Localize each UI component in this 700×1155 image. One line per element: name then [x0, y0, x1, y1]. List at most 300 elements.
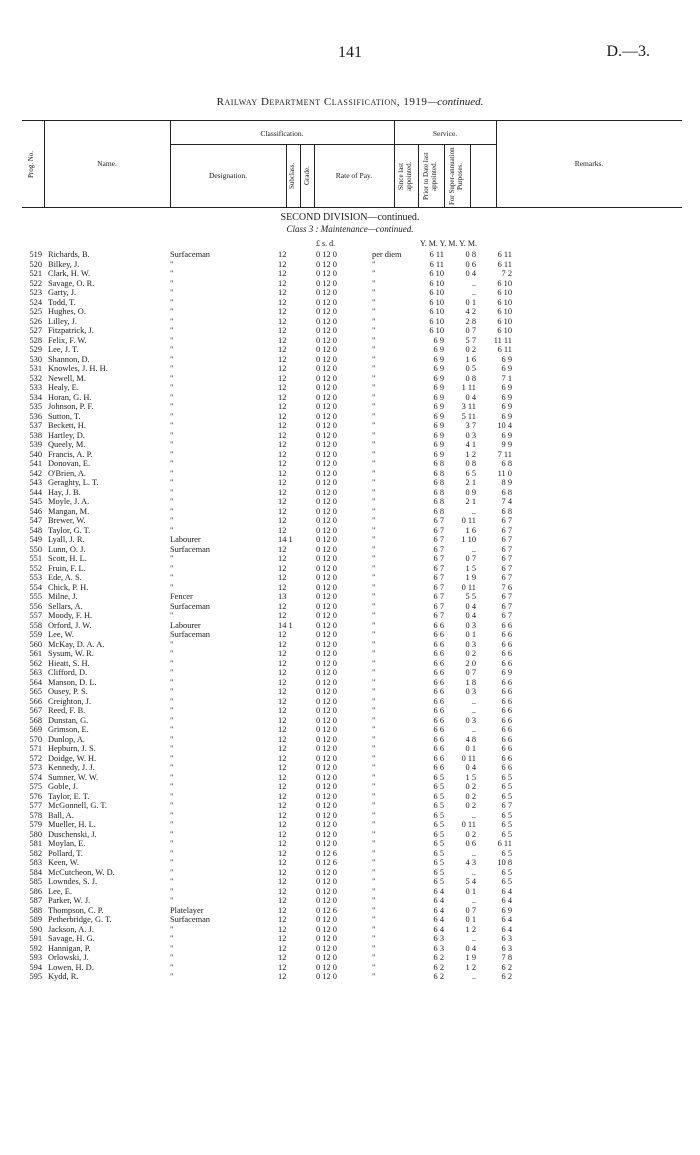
- prog-no: 541: [29, 459, 42, 468]
- service-prior: ..: [471, 934, 476, 943]
- pay-period: ": [372, 677, 376, 687]
- rate-of-pay: 0 12 0: [316, 877, 337, 886]
- subclass: 12: [278, 563, 287, 573]
- rate-of-pay: 0 12 0: [316, 440, 337, 449]
- subclass: 12: [278, 487, 287, 497]
- employee-name: Todd, T.: [48, 297, 76, 307]
- table-row: [0, 526, 700, 536]
- table-row: [0, 839, 700, 849]
- pay-period: ": [372, 915, 376, 924]
- prog-no: 522: [29, 278, 42, 288]
- pay-period: ": [372, 687, 376, 696]
- service-superannuation: 6 5: [501, 810, 512, 820]
- subclass: 12: [278, 269, 287, 278]
- rate-of-pay: 0 12 0: [316, 915, 337, 924]
- designation: ": [170, 440, 174, 449]
- subclass: 12: [278, 858, 287, 867]
- service-since: 6 2: [433, 972, 444, 981]
- rate-of-pay: 0 12 0: [316, 763, 337, 772]
- service-prior: 0 2: [465, 649, 476, 658]
- designation: ": [170, 364, 174, 373]
- employee-name: Creighton, J.: [48, 696, 92, 706]
- prog-no: 550: [29, 544, 42, 554]
- service-prior: 3 7: [465, 421, 476, 430]
- service-since: 6 7: [433, 535, 444, 544]
- service-since: 6 9: [433, 373, 444, 383]
- service-prior: 0 3: [465, 715, 476, 725]
- service-prior: ..: [471, 288, 476, 297]
- service-since: 6 6: [433, 668, 444, 677]
- service-since: 6 7: [433, 525, 444, 535]
- prog-no: 578: [29, 810, 42, 820]
- designation: ": [170, 335, 174, 345]
- designation: ": [170, 839, 174, 848]
- prog-no: 581: [29, 839, 42, 848]
- service-since: 6 7: [433, 573, 444, 582]
- service-prior: ..: [471, 848, 476, 858]
- pay-period: ": [372, 392, 376, 402]
- pay-period: ": [372, 335, 376, 345]
- pay-period: ": [372, 535, 376, 544]
- title-continued: —continued.: [427, 96, 484, 108]
- table-row: [0, 478, 700, 488]
- rate-of-pay: 0 12 0: [316, 725, 337, 734]
- designation: Surfaceman: [170, 915, 210, 924]
- service-since: 6 6: [433, 658, 444, 668]
- service-since: 6 6: [433, 620, 444, 630]
- subclass: 12: [278, 525, 287, 535]
- service-superannuation: 6 8: [501, 506, 512, 516]
- pay-period: ": [372, 972, 376, 981]
- designation: ": [170, 858, 174, 867]
- table-body: [0, 250, 700, 982]
- service-superannuation: 11 11: [493, 335, 512, 345]
- table-row: [0, 963, 700, 973]
- designation: ": [170, 715, 174, 725]
- pay-period: ": [372, 582, 376, 592]
- service-prior: 1 10: [461, 535, 476, 544]
- table-row: [0, 393, 700, 403]
- service-since: 6 5: [433, 829, 444, 839]
- rate-of-pay: 0 12 0: [316, 506, 337, 516]
- table-row: [0, 640, 700, 650]
- rate-of-pay: 0 12 0: [316, 554, 337, 563]
- designation: ": [170, 573, 174, 582]
- service-superannuation: 6 3: [501, 934, 512, 943]
- employee-name: Lee, E.: [48, 886, 72, 896]
- rate-of-pay: 0 12 0: [316, 525, 337, 535]
- employee-name: Fruin, F. L.: [48, 563, 86, 573]
- rate-of-pay: 0 12 0: [316, 801, 337, 810]
- rate-of-pay: 0 12 0: [316, 316, 337, 326]
- subclass: 12: [278, 478, 287, 487]
- prog-no: 538: [29, 430, 42, 440]
- service-since: 6 10: [429, 307, 444, 316]
- service-since: 6 4: [433, 915, 444, 924]
- employee-name: Fitzpatrick, J.: [48, 326, 94, 335]
- employee-name: Reed, F. B.: [48, 706, 86, 715]
- service-superannuation: 6 10: [497, 288, 512, 297]
- table-row: [0, 792, 700, 802]
- service-since: 6 6: [433, 725, 444, 734]
- employee-name: Moody, F. H.: [48, 611, 93, 620]
- prog-no: 552: [29, 563, 42, 573]
- service-prior: 0 1: [465, 915, 476, 924]
- pay-period: ": [372, 478, 376, 487]
- pay-period: ": [372, 896, 376, 905]
- service-prior: 1 6: [465, 354, 476, 364]
- section-heading: SECOND DIVISION—continued.: [280, 212, 420, 223]
- prog-no: 554: [29, 582, 42, 592]
- pay-period: ": [372, 554, 376, 563]
- header-remarks: Remarks.: [574, 159, 604, 168]
- subclass: 14 1: [278, 535, 293, 544]
- service-superannuation: 6 5: [501, 829, 512, 839]
- prog-no: 587: [29, 896, 42, 905]
- rate-of-pay: 0 12 0: [316, 478, 337, 487]
- service-superannuation: 6 11: [497, 345, 512, 354]
- employee-name: Ball, A.: [48, 810, 74, 820]
- prog-no: 543: [29, 478, 42, 487]
- service-superannuation: 6 7: [501, 611, 512, 620]
- pay-period: ": [372, 905, 376, 915]
- rate-of-pay: 0 12 0: [316, 411, 337, 421]
- pay-period: ": [372, 934, 376, 943]
- pay-period: ": [372, 744, 376, 753]
- table-row: [0, 887, 700, 897]
- subclass: 12: [278, 278, 287, 288]
- table-row: [0, 678, 700, 688]
- employee-name: Savage, O. R.: [48, 278, 95, 288]
- pay-period: ": [372, 506, 376, 516]
- service-superannuation: 6 6: [501, 763, 512, 772]
- service-since: 6 8: [433, 487, 444, 497]
- service-since: 6 6: [433, 753, 444, 763]
- pay-period: ": [372, 782, 376, 791]
- rate-of-pay: 0 12 0: [316, 658, 337, 668]
- subclass: 12: [278, 905, 287, 915]
- table-row: [0, 440, 700, 450]
- employee-name: Garty, J.: [48, 288, 77, 297]
- table-row: [0, 934, 700, 944]
- service-superannuation: 8 9: [501, 478, 512, 487]
- service-prior: 0 8: [465, 250, 476, 259]
- designation: ": [170, 696, 174, 706]
- rate-of-pay: 0 12 0: [316, 535, 337, 544]
- employee-name: Sumner, W. W.: [48, 772, 99, 782]
- prog-no: 551: [29, 554, 42, 563]
- employee-name: Keen, W.: [48, 858, 79, 867]
- service-prior: 0 4: [465, 269, 476, 278]
- service-superannuation: 6 5: [501, 867, 512, 877]
- subclass: 12: [278, 497, 287, 506]
- pay-period: ": [372, 516, 376, 525]
- service-prior: 1 2: [465, 924, 476, 934]
- service-superannuation: 6 9: [501, 392, 512, 402]
- rate-of-pay: 0 12 0: [316, 487, 337, 497]
- rate-of-pay: 0 12 0: [316, 886, 337, 896]
- designation: ": [170, 345, 174, 354]
- service-since: 6 6: [433, 649, 444, 658]
- table-row: [0, 431, 700, 441]
- service-since: 6 10: [429, 297, 444, 307]
- service-since: 6 9: [433, 364, 444, 373]
- prog-no: 586: [29, 886, 42, 896]
- designation: ": [170, 658, 174, 668]
- rate-of-pay: 0 12 0: [316, 924, 337, 934]
- rate-of-pay: 0 12 0: [316, 354, 337, 364]
- table-row: [0, 564, 700, 574]
- service-since: 6 6: [433, 744, 444, 753]
- service-superannuation: 6 6: [501, 620, 512, 630]
- header-rule: [170, 144, 496, 145]
- employee-name: Hughes, O.: [48, 307, 86, 316]
- pay-period: ": [372, 924, 376, 934]
- employee-name: Bilkey, J.: [48, 259, 80, 269]
- table-row: [0, 592, 700, 602]
- subclass: 12: [278, 801, 287, 810]
- employee-name: Pollard, T.: [48, 848, 83, 858]
- table-row: [0, 516, 700, 526]
- rate-of-pay: 0 12 0: [316, 734, 337, 744]
- service-superannuation: 6 9: [501, 430, 512, 440]
- header-designation: Designation.: [208, 171, 248, 180]
- designation: ": [170, 943, 174, 953]
- service-superannuation: 6 2: [501, 962, 512, 972]
- pay-period: ": [372, 620, 376, 630]
- employee-name: Lowen, H. D.: [48, 962, 94, 972]
- subclass: 12: [278, 601, 287, 611]
- pay-period: ": [372, 877, 376, 886]
- table-row: [0, 706, 700, 716]
- subclass: 12: [278, 573, 287, 582]
- prog-no: 561: [29, 649, 42, 658]
- service-since: 6 6: [433, 696, 444, 706]
- rate-of-pay: 0 12 0: [316, 326, 337, 335]
- service-superannuation: 6 5: [501, 782, 512, 791]
- service-since: 6 9: [433, 383, 444, 392]
- prog-no: 556: [29, 601, 42, 611]
- prog-no: 540: [29, 449, 42, 459]
- designation: ": [170, 753, 174, 763]
- service-superannuation: 6 9: [501, 402, 512, 411]
- service-superannuation: 6 4: [501, 886, 512, 896]
- service-prior: 1 11: [461, 383, 476, 392]
- designation: ": [170, 449, 174, 459]
- service-since: 6 8: [433, 497, 444, 506]
- service-prior: ..: [471, 278, 476, 288]
- employee-name: Milne, J.: [48, 592, 78, 601]
- prog-no: 582: [29, 848, 42, 858]
- designation: ": [170, 269, 174, 278]
- subclass: 12: [278, 877, 287, 886]
- service-prior: 2 1: [465, 478, 476, 487]
- service-since: 6 4: [433, 924, 444, 934]
- designation: ": [170, 668, 174, 677]
- service-superannuation: 6 9: [501, 905, 512, 915]
- employee-name: Parker, W. J.: [48, 896, 91, 905]
- designation: ": [170, 316, 174, 326]
- service-superannuation: 6 9: [501, 411, 512, 421]
- service-prior: 1 8: [465, 677, 476, 687]
- prog-no: 553: [29, 573, 42, 582]
- service-prior: 2 0: [465, 658, 476, 668]
- pay-period: ": [372, 772, 376, 782]
- table-row: [0, 497, 700, 507]
- service-since: 6 7: [433, 582, 444, 592]
- header-rule: [300, 144, 301, 207]
- designation: Fencer: [170, 592, 193, 601]
- header-prior: Prior to Date last appointed.: [422, 152, 438, 200]
- prog-no: 588: [29, 905, 42, 915]
- employee-name: Brewer, W.: [48, 516, 86, 525]
- service-superannuation: 7 6: [501, 582, 512, 592]
- page-number: 141: [338, 44, 362, 61]
- table-row: [0, 535, 700, 545]
- pay-period: ": [372, 943, 376, 953]
- employee-name: Hepburn, J. S.: [48, 744, 96, 753]
- rate-of-pay: 0 12 6: [316, 905, 337, 915]
- designation: ": [170, 383, 174, 392]
- rate-of-pay: 0 12 0: [316, 972, 337, 981]
- pay-period: ": [372, 820, 376, 829]
- designation: ": [170, 506, 174, 516]
- rate-of-pay: 0 12 0: [316, 639, 337, 649]
- designation: Surfaceman: [170, 250, 210, 259]
- service-prior: 0 8: [465, 459, 476, 468]
- prog-no: 567: [29, 706, 42, 715]
- rate-of-pay: 0 12 0: [316, 753, 337, 763]
- pay-period: ": [372, 601, 376, 611]
- designation: Platelayer: [170, 905, 204, 915]
- service-prior: 0 2: [465, 345, 476, 354]
- service-superannuation: 6 2: [501, 972, 512, 981]
- pay-period: ": [372, 411, 376, 421]
- rate-of-pay: 0 12 0: [316, 620, 337, 630]
- service-superannuation: 6 10: [497, 316, 512, 326]
- title-text: Railway Department Classification, 1919: [216, 96, 428, 108]
- designation: ": [170, 326, 174, 335]
- service-since: 6 8: [433, 459, 444, 468]
- rate-of-pay: 0 12 0: [316, 782, 337, 791]
- table-row: [0, 877, 700, 887]
- prog-no: 560: [29, 639, 42, 649]
- rate-of-pay: 0 12 0: [316, 430, 337, 440]
- service-since: 6 5: [433, 820, 444, 829]
- subclass: 12: [278, 772, 287, 782]
- subclass: 12: [278, 696, 287, 706]
- service-prior: 0 2: [465, 782, 476, 791]
- service-superannuation: 6 5: [501, 848, 512, 858]
- rate-of-pay: 0 12 0: [316, 468, 337, 478]
- employee-name: Beckett, H.: [48, 421, 86, 430]
- service-prior: 0 9: [465, 487, 476, 497]
- service-prior: 4 2: [465, 307, 476, 316]
- prog-no: 584: [29, 867, 42, 877]
- subclass: 12: [278, 639, 287, 649]
- subclass: 12: [278, 706, 287, 715]
- subclass: 12: [278, 924, 287, 934]
- employee-name: Ede, A. S.: [48, 573, 82, 582]
- designation: ": [170, 487, 174, 497]
- service-since: 6 6: [433, 677, 444, 687]
- service-since: 6 11: [429, 250, 444, 259]
- pay-period: ": [372, 269, 376, 278]
- employee-name: Clark, H. W.: [48, 269, 91, 278]
- table-row: [0, 725, 700, 735]
- employee-name: Healy, E.: [48, 383, 79, 392]
- service-prior: 0 1: [465, 630, 476, 639]
- pay-period: ": [372, 354, 376, 364]
- designation: ": [170, 962, 174, 972]
- employee-name: Moylan, E.: [48, 839, 86, 848]
- prog-no: 520: [29, 259, 42, 269]
- service-prior: ..: [471, 696, 476, 706]
- service-since: 6 7: [433, 554, 444, 563]
- employee-name: Jackson, A. J.: [48, 924, 94, 934]
- table-row: [0, 260, 700, 270]
- employee-name: Donovan, E.: [48, 459, 91, 468]
- table-row: [0, 820, 700, 830]
- pay-period: ": [372, 839, 376, 848]
- service-superannuation: 6 10: [497, 326, 512, 335]
- subclass: 12: [278, 915, 287, 924]
- employee-name: Orford, J. W.: [48, 620, 92, 630]
- service-superannuation: 6 6: [501, 658, 512, 668]
- designation: ": [170, 810, 174, 820]
- employee-name: Dunlop, A.: [48, 734, 85, 744]
- service-superannuation: 6 7: [501, 525, 512, 535]
- employee-name: Francis, A. P.: [48, 449, 93, 459]
- header-service: Service.: [432, 129, 458, 138]
- rate-of-pay: 0 12 0: [316, 269, 337, 278]
- service-prior: 0 4: [465, 763, 476, 772]
- subclass: 12: [278, 421, 287, 430]
- designation: ": [170, 639, 174, 649]
- service-superannuation: 6 10: [497, 278, 512, 288]
- service-prior: 4 1: [465, 440, 476, 449]
- prog-no: 575: [29, 782, 42, 791]
- employee-name: Ousey, P. S.: [48, 687, 88, 696]
- rate-of-pay: 0 12 0: [316, 953, 337, 962]
- designation: ": [170, 867, 174, 877]
- table-row: [0, 668, 700, 678]
- service-since: 6 4: [433, 896, 444, 905]
- table-row: [0, 345, 700, 355]
- subclass: 12: [278, 791, 287, 801]
- designation: ": [170, 611, 174, 620]
- service-superannuation: 6 9: [501, 383, 512, 392]
- service-prior: 0 11: [461, 753, 476, 763]
- subclass: 12: [278, 753, 287, 763]
- prog-no: 533: [29, 383, 42, 392]
- table-row: [0, 782, 700, 792]
- table-row: [0, 298, 700, 308]
- employee-name: Petherbridge, G. T.: [48, 915, 112, 924]
- table-row: [0, 735, 700, 745]
- rate-of-pay: 0 12 0: [316, 867, 337, 877]
- subclass: 12: [278, 668, 287, 677]
- prog-no: 591: [29, 934, 42, 943]
- employee-name: Goble, J.: [48, 782, 79, 791]
- prog-no: 525: [29, 307, 42, 316]
- prog-no: 563: [29, 668, 42, 677]
- pay-period: ": [372, 402, 376, 411]
- table-row: [0, 906, 700, 916]
- prog-no: 570: [29, 734, 42, 744]
- service-since: 6 3: [433, 943, 444, 953]
- designation: ": [170, 877, 174, 886]
